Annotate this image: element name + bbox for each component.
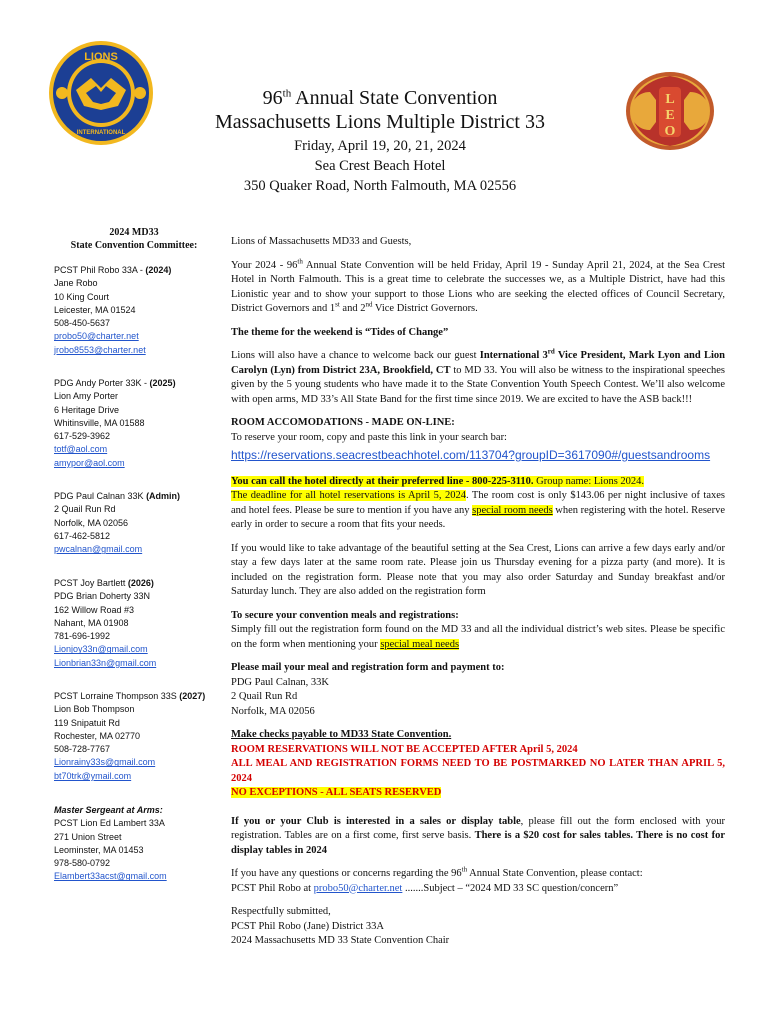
email-link[interactable]: Elambert33acst@gmail.com xyxy=(54,871,167,882)
room-text: To reserve your room, copy and paste this link in your search bar: xyxy=(231,431,507,443)
seats-warning: NO EXCEPTIONS - ALL SEATS RESERVED xyxy=(231,787,442,798)
email-link[interactable]: bt70trk@ymail.com xyxy=(54,770,132,781)
committee-title: 2024 MD33 State Convention Committee: xyxy=(70,227,198,251)
mail-heading: Please mail your meal and registration form and payment to: xyxy=(231,662,505,673)
checks-line: Make checks payable to MD33 State Convention. xyxy=(231,729,452,740)
meals-heading: To secure your convention meals and registrations: xyxy=(231,609,459,621)
sales-table-paragraph: If you or your Club is interested in a sales or display table, please fill out the form enclosed with your registration. Tables are on a first come, first serve basis. There is a $20 cost for sales tables. There is no cost for display tables in 2024 xyxy=(231,815,725,856)
email-link[interactable]: amypor@aol.com xyxy=(54,457,125,468)
committee-entry-robo: PCST Phil Robo 33A - (2024) Jane Robo 10 King Court Leicester, MA 01524 508-450-5637 probo50@charter.net jrobo8553@charter.net xyxy=(54,264,224,357)
deadline-warning: ALL MEAL AND REGISTRATION FORMS NEED TO BE POSTMARKED NO LATER THAN APRIL 5, 2024 xyxy=(231,758,725,784)
document-header xyxy=(170,86,590,196)
committee-entry-thompson: PCST Lorraine Thompson 33S (2027) Lion Bob Thompson 119 Snipatuit Rd Rochester, MA 02770 508-728-7767 Lionrainy33s@gmail.com bt70trk@ymail.com xyxy=(54,690,224,783)
guest-paragraph: Lions will also have a chance to welcome back our guest International 3rd Vice President, Mark Lyon and Lion Carolyn (Lyn) from District 23A, Brookfield, CT to MD 33. You will also be witness to the inspirational speeches given by the 5 young students who have made it to the State Convention Youth Speech Contest. We’ll also welcome with open arms, MD 33’s All State Band for the first time since 2019. We are excited to have the ASB back!!! xyxy=(231,347,725,405)
committee-entry-porter: PDG Andy Porter 33K - (2025) Lion Amy Porter 6 Heritage Drive Whitinsville, MA 01588 617-529-3962 totf@aol.com amypor@aol.com xyxy=(54,377,224,470)
mail-line: Norfolk, MA 02056 xyxy=(231,705,315,717)
meals-text: Simply fill out the registration form found on the MD 33 and all the individual district’s web sites. Please be specific on the form when mentioning your special meal needs xyxy=(231,624,725,650)
email-link[interactable]: Lionbrian33n@gmail.com xyxy=(54,657,157,668)
leo-club-logo xyxy=(624,70,716,152)
greeting: Lions of Massachusetts MD33 and Guests, xyxy=(231,236,412,247)
convention-dates: Friday, April 19, 20, 21, 2024 xyxy=(294,138,466,154)
svg-text:E: E xyxy=(665,108,675,123)
closing: Respectfully submitted, xyxy=(231,906,331,917)
reservation-link[interactable]: https://reservations.seacrestbeachhotel.com/113704?groupID=3617090#/guestsandrooms xyxy=(231,448,711,462)
room-heading: ROOM ACCOMODATIONS - MADE ON-LINE: xyxy=(231,417,455,428)
logo-text-international: INTERNATIONAL xyxy=(76,130,126,136)
letter-body xyxy=(231,235,725,949)
committee-sidebar xyxy=(54,226,214,882)
email-link[interactable]: totf@aol.com xyxy=(54,444,108,455)
committee-entry-bartlett: PCST Joy Bartlett (2026) PDG Brian Doherty 33N 162 Willow Road #3 Nahant, MA 01908 781-696-1992 Lionjoy33n@gmail.com Lionbrian33n@gmail.com xyxy=(54,577,224,670)
email-link[interactable]: Lionjoy33n@gmail.com xyxy=(54,644,148,655)
committee-entry-lambert: Master Sergeant at Arms: PCST Lion Ed Lambert 33A 271 Union Street Leominster, MA 01453 978-580-0792 Elambert33acst@gmail.com xyxy=(54,804,224,884)
signature-line: PCST Phil Robo (Jane) District 33A xyxy=(231,920,384,932)
email-link[interactable]: probo50@charter.net xyxy=(54,331,139,342)
deadline-warning: ROOM RESERVATIONS WILL NOT BE ACCEPTED AFTER April 5, 2024 xyxy=(231,743,578,755)
committee-entry-calnan: PDG Paul Calnan 33K (Admin) 2 Quail Run Rd Norfolk, MA 02056 617-462-5812 pwcalnan@gmail.com xyxy=(54,490,224,556)
signature-line: 2024 Massachusetts MD 33 State Convention Chair xyxy=(231,935,450,946)
hotel-call-paragraph: You can call the hotel directly at their preferred line - 800-225-3110. Group name: Lions 2024. The deadline for all hotel reservations is April 5, 2024. The room cost is only $143.06 per night inclusive of taxes and hotel fees. Please be sure to mention if you have any special room needs when registering with the hotel. Reserve early in order to secure a room that fits your needs. xyxy=(231,475,725,530)
email-link[interactable]: pwcalnan@gmail.com xyxy=(54,544,143,555)
mail-line: PDG Paul Calnan, 33K xyxy=(231,676,329,688)
logo-text-lions: LIONS xyxy=(84,51,118,63)
intro-paragraph: Your 2024 - 96th Annual State Convention will be held Friday, April 19 - Sunday April 21, 2024, at the Sea Crest Hotel in North Falmouth. This is a great time to celebrate the successes we, as a Multiple District, have had this Lionistic year and to show your support to those Lions who are seeking the elected offices of Council Secretary, District Governors and 1st and 2nd Vice District Governors. xyxy=(231,257,725,314)
svg-text:L: L xyxy=(665,92,675,107)
hotel-name: Sea Crest Beach Hotel xyxy=(314,158,446,174)
hotel-address: 350 Quaker Road, North Falmouth, MA 02556 xyxy=(243,178,517,194)
convention-title: 96th Annual State Convention xyxy=(262,87,498,109)
questions-paragraph: If you have any questions or concerns regarding the 96th Annual State Convention, please contact: xyxy=(231,865,643,879)
svg-text:O: O xyxy=(664,124,676,139)
mail-line: 2 Quail Run Rd xyxy=(231,691,298,702)
district-title: Massachusetts Lions Multiple District 33 xyxy=(215,111,545,133)
lions-international-logo xyxy=(46,38,156,148)
email-link[interactable]: Lionrainy33s@gmail.com xyxy=(54,757,156,768)
contact-line: PCST Phil Robo at probo50@charter.net .......Subject – “2024 MD 33 SC question/concern” xyxy=(231,882,619,894)
email-link[interactable]: jrobo8553@charter.net xyxy=(54,344,146,355)
extra-stay-paragraph: If you would like to take advantage of the beautiful setting at the Sea Crest, Lions can arrive a few days early and/or stay a few days later at the same room rate. Please join us Thursday evening for a pizza party (and more). It is included on the registration form. Please note that you may also order Saturday and Sunday breakfast and/or Saturday lunch. They are also added on the registration form xyxy=(231,542,725,597)
contact-email-link[interactable]: probo50@charter.net xyxy=(313,882,403,894)
theme-line: The theme for the weekend is “Tides of Change” xyxy=(231,326,449,338)
